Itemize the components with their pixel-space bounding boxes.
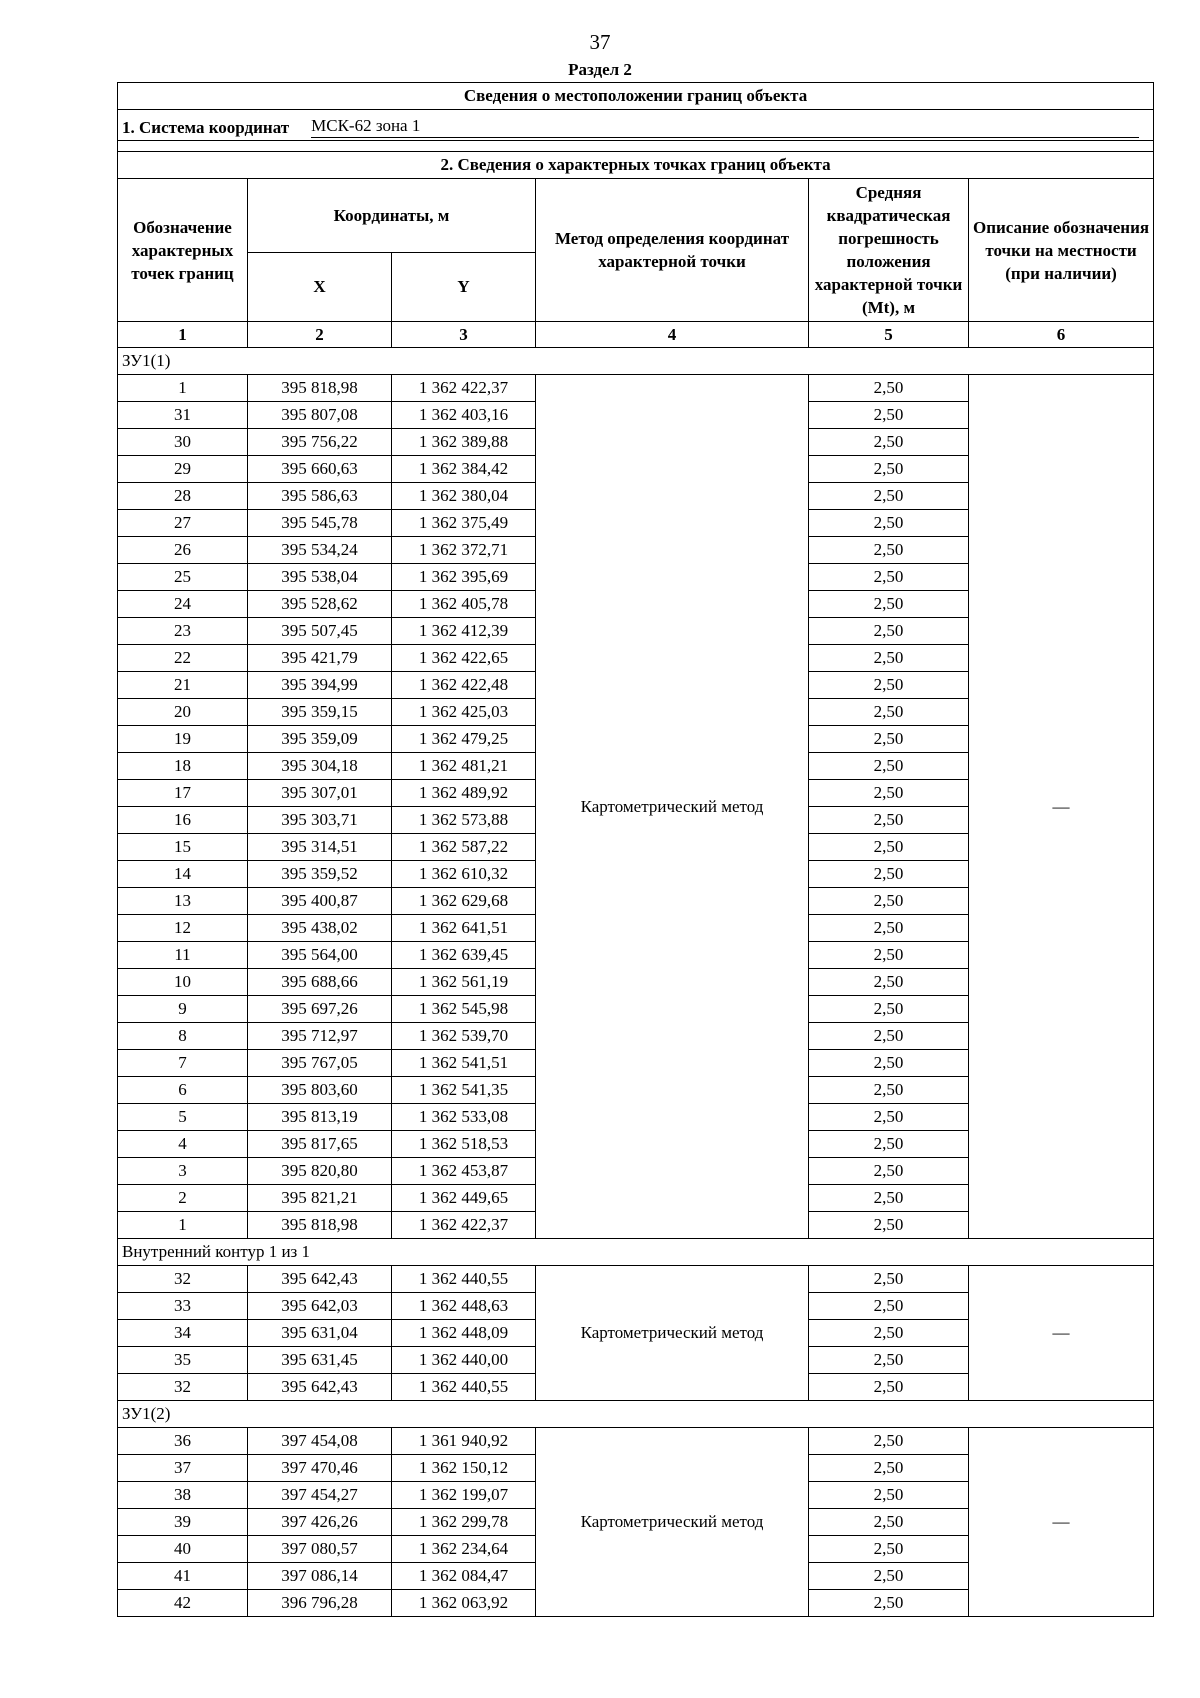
point-number-cell: 31 bbox=[118, 402, 248, 429]
x-coordinate-cell: 395 545,78 bbox=[248, 510, 392, 537]
accuracy-cell: 2,50 bbox=[809, 564, 969, 591]
header-coords: Координаты, м bbox=[248, 179, 536, 253]
x-coordinate-cell: 395 304,18 bbox=[248, 753, 392, 780]
point-number-cell: 15 bbox=[118, 834, 248, 861]
point-number-cell: 32 bbox=[118, 1374, 248, 1401]
boundary-points-table bbox=[117, 82, 1154, 1617]
point-number-cell: 13 bbox=[118, 888, 248, 915]
x-coordinate-cell: 395 631,04 bbox=[248, 1320, 392, 1347]
accuracy-cell: 2,50 bbox=[809, 1293, 969, 1320]
y-coordinate-cell: 1 361 940,92 bbox=[392, 1428, 536, 1455]
x-coordinate-cell: 397 086,14 bbox=[248, 1563, 392, 1590]
point-number-cell: 14 bbox=[118, 861, 248, 888]
x-coordinate-cell: 395 767,05 bbox=[248, 1050, 392, 1077]
accuracy-cell: 2,50 bbox=[809, 375, 969, 402]
accuracy-cell: 2,50 bbox=[809, 699, 969, 726]
method-cell: Картометрический метод bbox=[536, 1266, 809, 1401]
table-title: Сведения о местоположении границ объекта bbox=[118, 83, 1154, 110]
accuracy-cell: 2,50 bbox=[809, 537, 969, 564]
x-coordinate-cell: 395 803,60 bbox=[248, 1077, 392, 1104]
x-coordinate-cell: 395 631,45 bbox=[248, 1347, 392, 1374]
y-coordinate-cell: 1 362 234,64 bbox=[392, 1536, 536, 1563]
y-coordinate-cell: 1 362 561,19 bbox=[392, 969, 536, 996]
point-number-cell: 24 bbox=[118, 591, 248, 618]
accuracy-cell: 2,50 bbox=[809, 1185, 969, 1212]
accuracy-cell: 2,50 bbox=[809, 969, 969, 996]
x-coordinate-cell: 395 586,63 bbox=[248, 483, 392, 510]
x-coordinate-cell: 395 642,43 bbox=[248, 1374, 392, 1401]
x-coordinate-cell: 395 813,19 bbox=[248, 1104, 392, 1131]
header-y: Y bbox=[392, 252, 536, 322]
y-coordinate-cell: 1 362 063,92 bbox=[392, 1590, 536, 1617]
x-coordinate-cell: 395 660,63 bbox=[248, 456, 392, 483]
y-coordinate-cell: 1 362 587,22 bbox=[392, 834, 536, 861]
coord-system-row bbox=[118, 110, 1154, 141]
y-coordinate-cell: 1 362 150,12 bbox=[392, 1455, 536, 1482]
y-coordinate-cell: 1 362 422,37 bbox=[392, 375, 536, 402]
y-coordinate-cell: 1 362 610,32 bbox=[392, 861, 536, 888]
accuracy-cell: 2,50 bbox=[809, 1482, 969, 1509]
accuracy-cell: 2,50 bbox=[809, 861, 969, 888]
column-number: 3 bbox=[392, 322, 536, 348]
point-number-cell: 35 bbox=[118, 1347, 248, 1374]
x-coordinate-cell: 395 394,99 bbox=[248, 672, 392, 699]
y-coordinate-cell: 1 362 440,55 bbox=[392, 1374, 536, 1401]
x-coordinate-cell: 395 818,98 bbox=[248, 1212, 392, 1239]
accuracy-cell: 2,50 bbox=[809, 1266, 969, 1293]
y-coordinate-cell: 1 362 629,68 bbox=[392, 888, 536, 915]
x-coordinate-cell: 395 756,22 bbox=[248, 429, 392, 456]
page-number: 37 bbox=[589, 30, 611, 54]
y-coordinate-cell: 1 362 299,78 bbox=[392, 1509, 536, 1536]
point-number-cell: 9 bbox=[118, 996, 248, 1023]
description-cell: — bbox=[969, 1428, 1154, 1617]
x-coordinate-cell: 395 359,15 bbox=[248, 699, 392, 726]
y-coordinate-cell: 1 362 422,48 bbox=[392, 672, 536, 699]
section-header: Внутренний контур 1 из 1 bbox=[118, 1239, 1154, 1266]
accuracy-cell: 2,50 bbox=[809, 1509, 969, 1536]
y-coordinate-cell: 1 362 448,63 bbox=[392, 1293, 536, 1320]
x-coordinate-cell: 395 307,01 bbox=[248, 780, 392, 807]
point-number-cell: 42 bbox=[118, 1590, 248, 1617]
x-coordinate-cell: 396 796,28 bbox=[248, 1590, 392, 1617]
accuracy-cell: 2,50 bbox=[809, 1131, 969, 1158]
y-coordinate-cell: 1 362 084,47 bbox=[392, 1563, 536, 1590]
x-coordinate-cell: 395 817,65 bbox=[248, 1131, 392, 1158]
method-cell: Картометрический метод bbox=[536, 375, 809, 1239]
y-coordinate-cell: 1 362 440,00 bbox=[392, 1347, 536, 1374]
accuracy-cell: 2,50 bbox=[809, 996, 969, 1023]
y-coordinate-cell: 1 362 440,55 bbox=[392, 1266, 536, 1293]
point-number-cell: 40 bbox=[118, 1536, 248, 1563]
accuracy-cell: 2,50 bbox=[809, 510, 969, 537]
point-number-cell: 37 bbox=[118, 1455, 248, 1482]
point-number-cell: 27 bbox=[118, 510, 248, 537]
header-accuracy: Средняя квадратическая погрешность положения характерной точки (Mt), м bbox=[809, 179, 969, 322]
accuracy-cell: 2,50 bbox=[809, 807, 969, 834]
point-number-cell: 19 bbox=[118, 726, 248, 753]
column-number: 5 bbox=[809, 322, 969, 348]
x-coordinate-cell: 395 421,79 bbox=[248, 645, 392, 672]
x-coordinate-cell: 395 642,43 bbox=[248, 1266, 392, 1293]
y-coordinate-cell: 1 362 545,98 bbox=[392, 996, 536, 1023]
x-coordinate-cell: 397 426,26 bbox=[248, 1509, 392, 1536]
table-row bbox=[118, 1266, 1154, 1293]
accuracy-cell: 2,50 bbox=[809, 429, 969, 456]
point-number-cell: 25 bbox=[118, 564, 248, 591]
accuracy-cell: 2,50 bbox=[809, 1023, 969, 1050]
x-coordinate-cell: 395 528,62 bbox=[248, 591, 392, 618]
point-number-cell: 20 bbox=[118, 699, 248, 726]
x-coordinate-cell: 397 454,08 bbox=[248, 1428, 392, 1455]
point-number-cell: 12 bbox=[118, 915, 248, 942]
point-number-cell: 2 bbox=[118, 1185, 248, 1212]
accuracy-cell: 2,50 bbox=[809, 645, 969, 672]
y-coordinate-cell: 1 362 422,65 bbox=[392, 645, 536, 672]
y-coordinate-cell: 1 362 641,51 bbox=[392, 915, 536, 942]
y-coordinate-cell: 1 362 395,69 bbox=[392, 564, 536, 591]
point-number-cell: 10 bbox=[118, 969, 248, 996]
accuracy-cell: 2,50 bbox=[809, 1158, 969, 1185]
point-number-cell: 26 bbox=[118, 537, 248, 564]
accuracy-cell: 2,50 bbox=[809, 1563, 969, 1590]
point-number-cell: 23 bbox=[118, 618, 248, 645]
x-coordinate-cell: 395 507,45 bbox=[248, 618, 392, 645]
point-number-cell: 16 bbox=[118, 807, 248, 834]
x-coordinate-cell: 395 697,26 bbox=[248, 996, 392, 1023]
x-coordinate-cell: 395 438,02 bbox=[248, 915, 392, 942]
x-coordinate-cell: 395 359,09 bbox=[248, 726, 392, 753]
point-number-cell: 30 bbox=[118, 429, 248, 456]
x-coordinate-cell: 397 454,27 bbox=[248, 1482, 392, 1509]
accuracy-cell: 2,50 bbox=[809, 1428, 969, 1455]
y-coordinate-cell: 1 362 448,09 bbox=[392, 1320, 536, 1347]
y-coordinate-cell: 1 362 479,25 bbox=[392, 726, 536, 753]
y-coordinate-cell: 1 362 481,21 bbox=[392, 753, 536, 780]
accuracy-cell: 2,50 bbox=[809, 1104, 969, 1131]
point-number-cell: 38 bbox=[118, 1482, 248, 1509]
accuracy-cell: 2,50 bbox=[809, 1590, 969, 1617]
accuracy-cell: 2,50 bbox=[809, 1050, 969, 1077]
header-x: X bbox=[248, 252, 392, 322]
point-number-cell: 39 bbox=[118, 1509, 248, 1536]
accuracy-cell: 2,50 bbox=[809, 780, 969, 807]
point-number-cell: 5 bbox=[118, 1104, 248, 1131]
x-coordinate-cell: 395 820,80 bbox=[248, 1158, 392, 1185]
x-coordinate-cell: 395 642,03 bbox=[248, 1293, 392, 1320]
accuracy-cell: 2,50 bbox=[809, 1455, 969, 1482]
x-coordinate-cell: 395 712,97 bbox=[248, 1023, 392, 1050]
point-number-cell: 33 bbox=[118, 1293, 248, 1320]
y-coordinate-cell: 1 362 405,78 bbox=[392, 591, 536, 618]
section-title: Раздел 2 bbox=[568, 60, 632, 79]
x-coordinate-cell: 395 688,66 bbox=[248, 969, 392, 996]
column-number: 1 bbox=[118, 322, 248, 348]
x-coordinate-cell: 395 538,04 bbox=[248, 564, 392, 591]
accuracy-cell: 2,50 bbox=[809, 834, 969, 861]
point-number-cell: 41 bbox=[118, 1563, 248, 1590]
column-number: 6 bbox=[969, 322, 1154, 348]
point-number-cell: 29 bbox=[118, 456, 248, 483]
x-coordinate-cell: 395 400,87 bbox=[248, 888, 392, 915]
accuracy-cell: 2,50 bbox=[809, 456, 969, 483]
accuracy-cell: 2,50 bbox=[809, 1077, 969, 1104]
y-coordinate-cell: 1 362 573,88 bbox=[392, 807, 536, 834]
accuracy-cell: 2,50 bbox=[809, 672, 969, 699]
accuracy-cell: 2,50 bbox=[809, 618, 969, 645]
point-number-cell: 36 bbox=[118, 1428, 248, 1455]
point-number-cell: 3 bbox=[118, 1158, 248, 1185]
accuracy-cell: 2,50 bbox=[809, 753, 969, 780]
section-header: ЗУ1(2) bbox=[118, 1401, 1154, 1428]
y-coordinate-cell: 1 362 541,51 bbox=[392, 1050, 536, 1077]
x-coordinate-cell: 395 564,00 bbox=[248, 942, 392, 969]
table-row bbox=[118, 1428, 1154, 1455]
y-coordinate-cell: 1 362 380,04 bbox=[392, 483, 536, 510]
point-number-cell: 7 bbox=[118, 1050, 248, 1077]
method-cell: Картометрический метод bbox=[536, 1428, 809, 1617]
x-coordinate-cell: 397 080,57 bbox=[248, 1536, 392, 1563]
accuracy-cell: 2,50 bbox=[809, 1320, 969, 1347]
y-coordinate-cell: 1 362 422,37 bbox=[392, 1212, 536, 1239]
point-number-cell: 21 bbox=[118, 672, 248, 699]
header-method: Метод определения координат характерной точки bbox=[536, 179, 809, 322]
accuracy-cell: 2,50 bbox=[809, 726, 969, 753]
y-coordinate-cell: 1 362 449,65 bbox=[392, 1185, 536, 1212]
accuracy-cell: 2,50 bbox=[809, 1536, 969, 1563]
accuracy-cell: 2,50 bbox=[809, 1374, 969, 1401]
point-number-cell: 4 bbox=[118, 1131, 248, 1158]
point-number-cell: 32 bbox=[118, 1266, 248, 1293]
y-coordinate-cell: 1 362 425,03 bbox=[392, 699, 536, 726]
accuracy-cell: 2,50 bbox=[809, 915, 969, 942]
description-cell: — bbox=[969, 1266, 1154, 1401]
accuracy-cell: 2,50 bbox=[809, 1347, 969, 1374]
point-number-cell: 28 bbox=[118, 483, 248, 510]
y-coordinate-cell: 1 362 384,42 bbox=[392, 456, 536, 483]
accuracy-cell: 2,50 bbox=[809, 402, 969, 429]
y-coordinate-cell: 1 362 412,39 bbox=[392, 618, 536, 645]
point-number-cell: 8 bbox=[118, 1023, 248, 1050]
accuracy-cell: 2,50 bbox=[809, 888, 969, 915]
y-coordinate-cell: 1 362 453,87 bbox=[392, 1158, 536, 1185]
accuracy-cell: 2,50 bbox=[809, 942, 969, 969]
point-number-cell: 11 bbox=[118, 942, 248, 969]
y-coordinate-cell: 1 362 403,16 bbox=[392, 402, 536, 429]
x-coordinate-cell: 397 470,46 bbox=[248, 1455, 392, 1482]
x-coordinate-cell: 395 534,24 bbox=[248, 537, 392, 564]
y-coordinate-cell: 1 362 541,35 bbox=[392, 1077, 536, 1104]
y-coordinate-cell: 1 362 639,45 bbox=[392, 942, 536, 969]
y-coordinate-cell: 1 362 375,49 bbox=[392, 510, 536, 537]
x-coordinate-cell: 395 303,71 bbox=[248, 807, 392, 834]
y-coordinate-cell: 1 362 372,71 bbox=[392, 537, 536, 564]
y-coordinate-cell: 1 362 489,92 bbox=[392, 780, 536, 807]
spacer-row bbox=[118, 141, 1154, 152]
x-coordinate-cell: 395 314,51 bbox=[248, 834, 392, 861]
header-point: Обозначение характерных точек границ bbox=[118, 179, 248, 322]
x-coordinate-cell: 395 359,52 bbox=[248, 861, 392, 888]
accuracy-cell: 2,50 bbox=[809, 591, 969, 618]
y-coordinate-cell: 1 362 389,88 bbox=[392, 429, 536, 456]
x-coordinate-cell: 395 821,21 bbox=[248, 1185, 392, 1212]
y-coordinate-cell: 1 362 518,53 bbox=[392, 1131, 536, 1158]
header-description: Описание обозначения точки на местности (при наличии) bbox=[969, 179, 1154, 322]
accuracy-cell: 2,50 bbox=[809, 483, 969, 510]
column-number: 4 bbox=[536, 322, 809, 348]
point-number-cell: 6 bbox=[118, 1077, 248, 1104]
point-number-cell: 1 bbox=[118, 375, 248, 402]
section-header: ЗУ1(1) bbox=[118, 348, 1154, 375]
y-coordinate-cell: 1 362 533,08 bbox=[392, 1104, 536, 1131]
points-title: 2. Сведения о характерных точках границ объекта bbox=[118, 152, 1154, 179]
column-number: 2 bbox=[248, 322, 392, 348]
x-coordinate-cell: 395 818,98 bbox=[248, 375, 392, 402]
coord-system-label: 1. Система координат bbox=[122, 118, 290, 137]
point-number-cell: 18 bbox=[118, 753, 248, 780]
point-number-cell: 22 bbox=[118, 645, 248, 672]
y-coordinate-cell: 1 362 539,70 bbox=[392, 1023, 536, 1050]
point-number-cell: 1 bbox=[118, 1212, 248, 1239]
x-coordinate-cell: 395 807,08 bbox=[248, 402, 392, 429]
point-number-cell: 34 bbox=[118, 1320, 248, 1347]
accuracy-cell: 2,50 bbox=[809, 1212, 969, 1239]
y-coordinate-cell: 1 362 199,07 bbox=[392, 1482, 536, 1509]
point-number-cell: 17 bbox=[118, 780, 248, 807]
description-cell: — bbox=[969, 375, 1154, 1239]
coord-system-value: МСК-62 зона 1 bbox=[311, 115, 1139, 138]
table-row bbox=[118, 375, 1154, 402]
